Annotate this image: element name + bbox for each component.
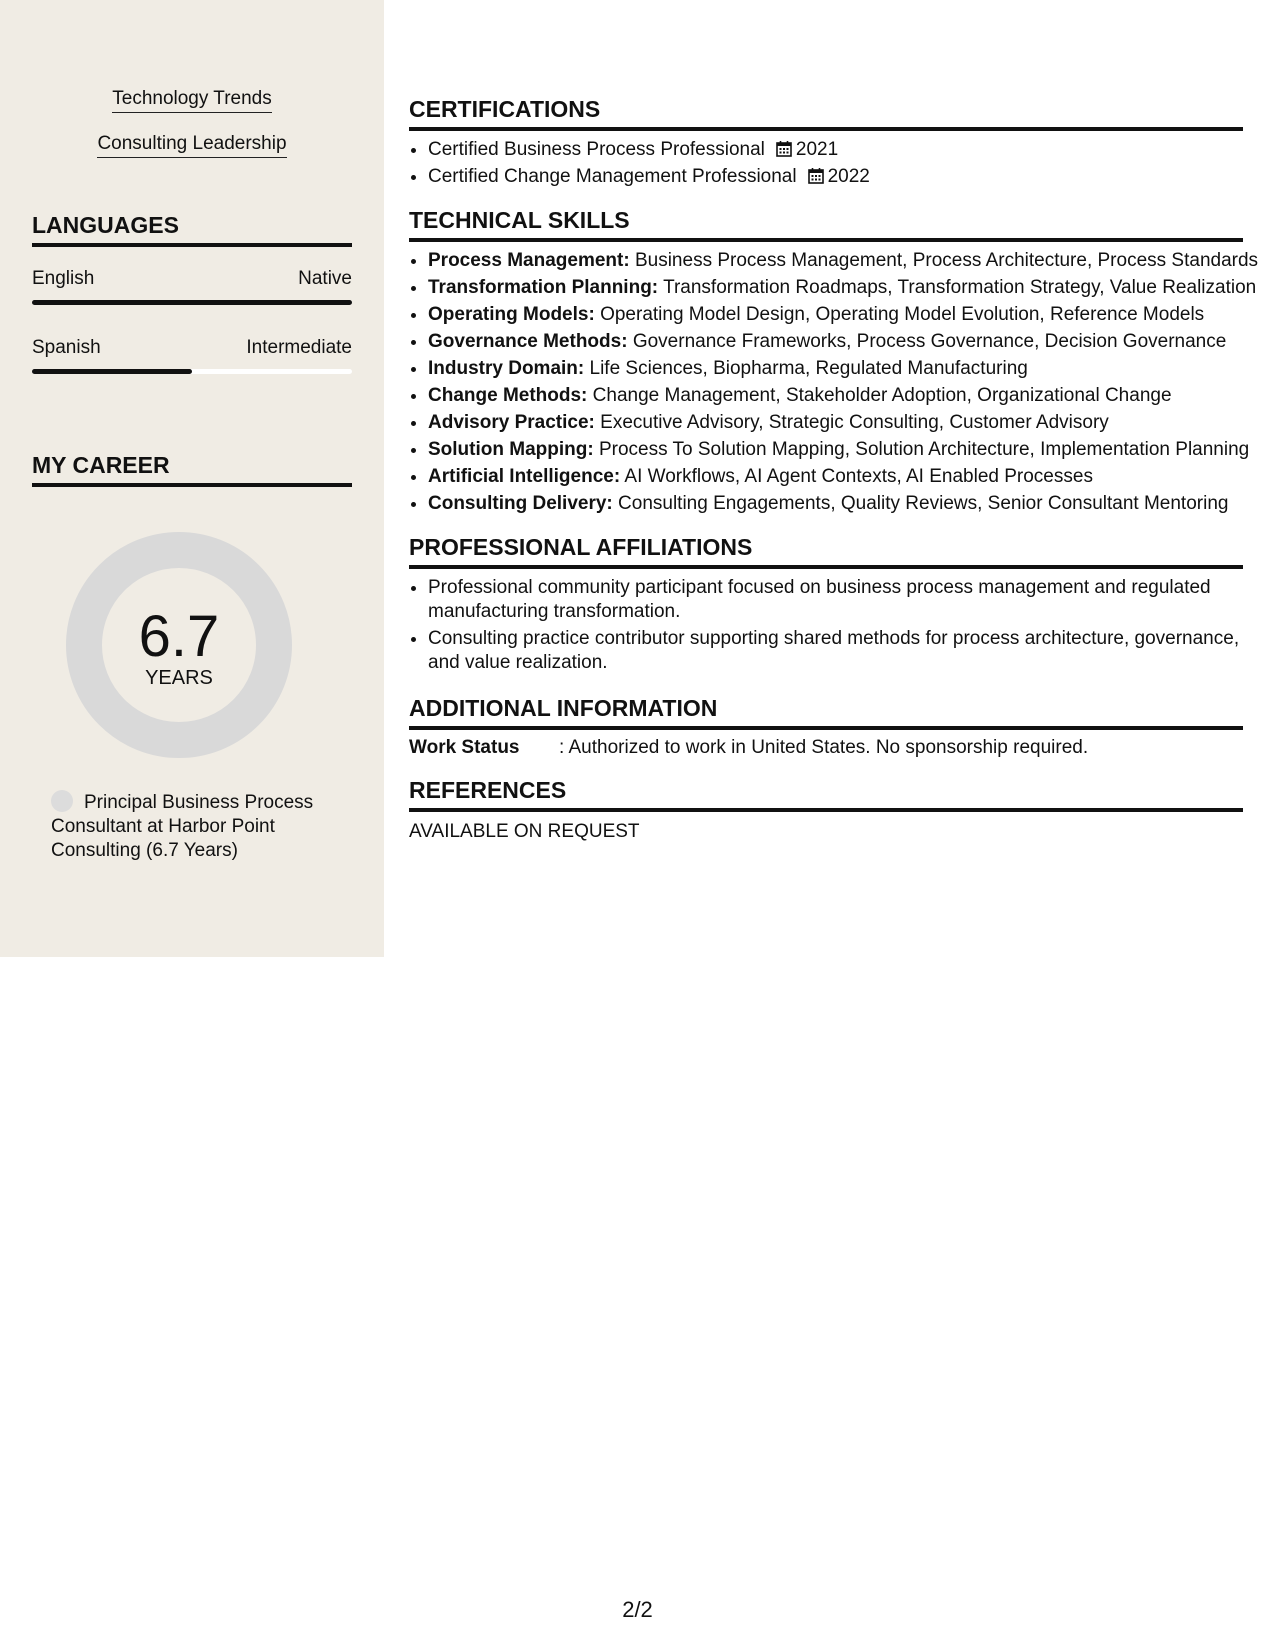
interest-item [0,133,384,158]
career-item [51,790,331,863]
list-item [428,136,1262,163]
certifications-heading: CERTIFICATIONS [409,96,1243,131]
list-item [428,301,1262,328]
interest-label: Technology Trends [112,88,272,113]
technical-skills-heading: TECHNICAL SKILLS [409,207,1243,242]
language-proficiency-bar [32,300,352,305]
list-item: • Professional community participant focused on business process management and regulated manufacturing transformation. [428,576,1262,624]
language-row [32,337,352,359]
work-status-label: Work Status [409,737,520,758]
certification-name: Certified Business Process Professional [428,139,765,160]
language-proficiency-fill [32,369,192,374]
affiliations-heading: PROFESSIONAL AFFILIATIONS [409,534,1243,569]
list-item: • Consulting practice contributor supporting shared methods for process architecture, governance, and value realization. [428,627,1262,675]
skill-label: Process Management: [428,250,630,271]
references-heading: REFERENCES [409,777,1243,812]
skill-value: Operating Model Design, Operating Model Evolution, Reference Models [600,304,1205,325]
skill-label: Consulting Delivery: [428,493,613,514]
skill-label: Operating Models: [428,304,595,325]
skill-label: Transformation Planning: [428,277,659,298]
affiliations-list [409,576,1262,678]
language-name: English [32,268,95,289]
list-item [428,274,1262,301]
list-item [428,463,1262,490]
career-item-text: Principal Business Process Consultant at Harbor Point Consulting (6.7 Years) [51,792,314,861]
skill-value: AI Workflows, AI Agent Contexts, AI Enabled Processes [624,466,1093,487]
skill-label: Advisory Practice: [428,412,595,433]
calendar-icon [776,140,792,157]
list-item [428,328,1262,355]
language-proficiency-bar [32,369,352,374]
skill-value: Transformation Roadmaps, Transformation Strategy, Value Realization [663,277,1257,298]
skill-value: Consulting Engagements, Quality Reviews, Senior Consultant Mentoring [618,493,1229,514]
list-item [428,436,1262,463]
skill-label: Solution Mapping: [428,439,594,460]
career-years-unit: YEARS [145,667,213,689]
language-level: Native [298,268,352,289]
languages-heading: LANGUAGES [32,212,352,247]
language-row [32,268,352,290]
certification-year: 2021 [795,139,839,160]
career-dot-icon [51,790,73,812]
additional-info-heading: ADDITIONAL INFORMATION [409,695,1243,730]
skill-label: Artificial Intelligence: [428,466,621,487]
page-number: 2/2 [622,1597,653,1622]
skill-label: Governance Methods: [428,331,628,352]
skill-value: Business Process Management, Process Architecture, Process Standards [634,250,1259,271]
work-status-value: : Authorized to work in United States. No sponsorship required. [559,737,1089,758]
technical-skills-list [409,247,1262,517]
skill-label: Industry Domain: [428,358,585,379]
list-item [428,409,1262,436]
list-item [428,355,1262,382]
list-item [428,247,1262,274]
skill-label: Change Methods: [428,385,588,406]
list-item [428,382,1262,409]
skill-value: Governance Frameworks, Process Governance, Decision Governance [632,331,1227,352]
skill-value: Executive Advisory, Strategic Consulting, Customer Advisory [600,412,1109,433]
skill-value: Process To Solution Mapping, Solution Architecture, Implementation Planning [598,439,1250,460]
interest-item [0,88,384,113]
list-item [428,163,1262,190]
work-status-row [409,737,1088,759]
certification-year: 2022 [827,166,870,187]
certification-name: Certified Change Management Professional [428,166,797,187]
skill-value: Change Management, Stakeholder Adoption, Organizational Change [592,385,1172,406]
certifications-list [409,136,1262,190]
skill-value: Life Sciences, Biopharma, Regulated Manufacturing [589,358,1028,379]
career-years-donut [66,532,292,758]
language-proficiency-fill [32,300,352,305]
references-text: AVAILABLE ON REQUEST [409,821,640,842]
calendar-icon [808,167,824,184]
language-level: Intermediate [246,337,352,358]
career-heading: MY CAREER [32,452,352,487]
career-years-value: 6.7 [138,604,220,669]
language-name: Spanish [32,337,101,358]
list-item [428,490,1262,517]
interest-label: Consulting Leadership [97,133,286,158]
